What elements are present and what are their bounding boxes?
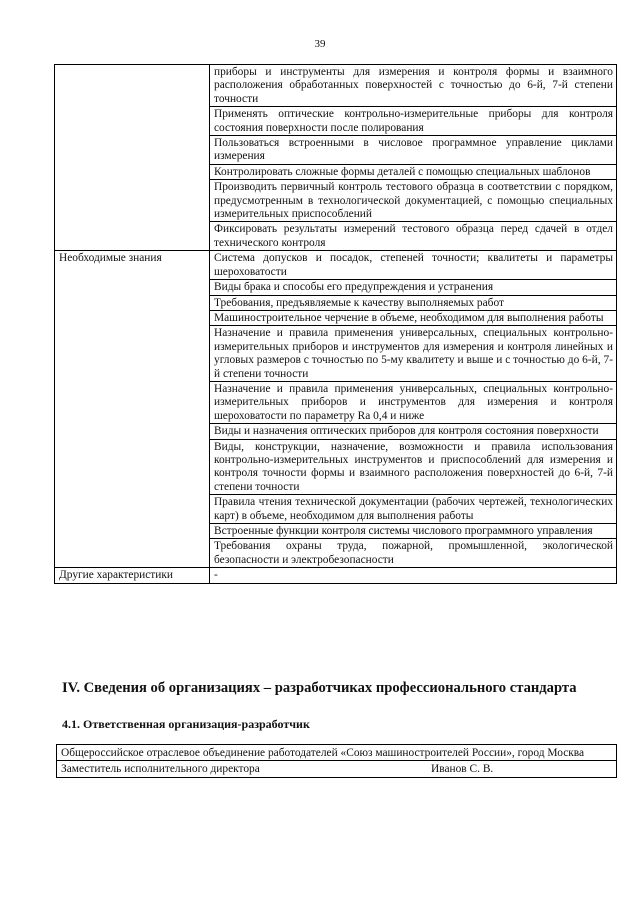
table-cell: Пользоваться встроенными в числовое программное управление циклами измерения xyxy=(210,136,617,165)
table-cell: Система допусков и посадок, степеней точности; квалитеты и параметры шероховатости xyxy=(210,251,617,280)
table-cell: Машиностроительное черчение в объеме, необходимом для выполнения работы xyxy=(210,310,617,325)
table-cell: Назначение и правила применения универсальных, специальных контрольно-измерительных приборов и инструментов для измерения и контроля шероховатости по параметру Ra 0,4 и ниже xyxy=(210,381,617,423)
signer-row xyxy=(57,761,617,777)
table-cell: Виды и назначения оптических приборов для контроля состояния поверхности xyxy=(210,424,617,439)
table-cell: Применять оптические контрольно-измерительные приборы для контроля состояния поверхности после полирования xyxy=(210,107,617,136)
table-cell: Требования, предъявляемые к качеству выполняемых работ xyxy=(210,295,617,310)
table-cell: Встроенные функции контроля системы числового программного управления xyxy=(210,524,617,539)
signer-cell xyxy=(57,761,617,777)
table-row xyxy=(55,568,617,583)
skills-table-body xyxy=(55,65,617,584)
table-cell: Виды, конструкции, назначение, возможности и правила использования контрольно-измерительных инструментов и приспособлений для измерения и контроля точности формы и взаимного расположения поверхностей до 6-й, 7-й степени точности xyxy=(210,439,617,495)
row-label: Необходимые знания xyxy=(55,251,210,568)
table-cell: Назначение и правила применения универсальных, специальных контрольно-измерительных приборов и инструментов для измерения и контроля линейных и угловых размеров с точностью по 5-му квалитету и выше и с точностью до 6-й, 7-й степени точности xyxy=(210,326,617,382)
table-cell: - xyxy=(210,568,617,583)
page-number: 39 xyxy=(314,38,326,50)
table-row xyxy=(55,65,617,107)
table-cell: Производить первичный контроль тестового образца в соответствии с порядком, предусмотренным в технологической документацией, с помощью специальных измерительных приспособлений xyxy=(210,180,617,222)
table-cell: Фиксировать результаты измерений тестового образца перед сдачей в отдел технического контроля xyxy=(210,222,617,251)
organization-name: Общероссийское отраслевое объединение работодателей «Союз машиностроителей России», город Москва xyxy=(57,745,617,761)
skills-table xyxy=(54,64,617,584)
table-cell: Правила чтения технической документации (рабочих чертежей, технологических карт) в объеме, необходимом для выполнения работы xyxy=(210,495,617,524)
signer-position: Заместитель исполнительного директора xyxy=(61,763,260,776)
subsection-title: 4.1. Ответственная организация-разработчик xyxy=(62,717,310,731)
table-cell: Контролировать сложные формы деталей с помощью специальных шаблонов xyxy=(210,164,617,179)
table-cell: Требования охраны труда, пожарной, промышленной, экологической безопасности и электробезопасности xyxy=(210,539,617,568)
signer-name: Иванов С. В. xyxy=(431,763,494,776)
row-label: Другие характеристики xyxy=(55,568,210,583)
organization-row xyxy=(57,745,617,761)
organization-table xyxy=(56,744,617,778)
table-row xyxy=(55,251,617,280)
row-label xyxy=(55,65,210,251)
signer-line xyxy=(61,763,612,776)
table-cell: приборы и инструменты для измерения и контроля формы и взаимного расположения обработанных поверхностей с точностью до 6-й, 7-й степени точности xyxy=(210,65,617,107)
section-title: IV. Сведения об организациях – разработчиках профессионального стандарта xyxy=(62,680,577,696)
table-cell: Виды брака и способы его предупреждения и устранения xyxy=(210,280,617,295)
